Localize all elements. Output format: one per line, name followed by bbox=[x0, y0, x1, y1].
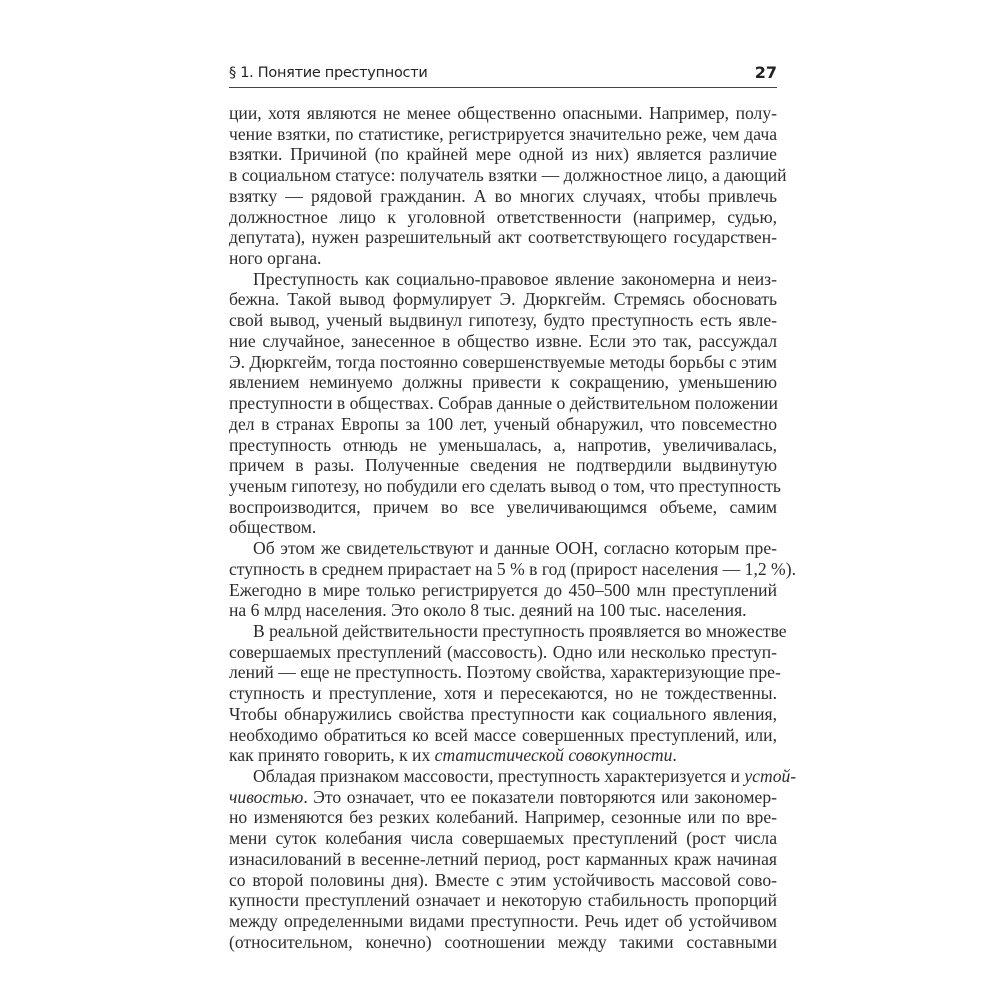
text-run: взятки. Причиной (по крайней мере одной из них) является различие bbox=[229, 144, 777, 165]
text-run: мени суток колебания числа совершаемых преступлений (рост числа bbox=[229, 828, 777, 849]
text-run: обществом. bbox=[229, 517, 317, 538]
text-run: взятку — рядовой гражданин. А во многих случаях, чтобы привлечь bbox=[229, 185, 777, 206]
text-line bbox=[229, 704, 777, 725]
text-run: купности преступлений означает и некоторую стабильность пропорций bbox=[229, 890, 777, 911]
text-run: Чтобы обнаружились свойства преступности как социального явления, bbox=[229, 703, 777, 724]
text-run: причем в разы. Полученные сведения не подтвердили выдвинутую bbox=[229, 455, 777, 476]
text-line bbox=[229, 662, 781, 683]
text-line bbox=[229, 849, 777, 870]
text-run: ции, хотя являются не менее общественно опасными. Например, полу- bbox=[229, 103, 777, 123]
text-run: изнасилований в весенне-летний период, рост карманных краж начиная bbox=[229, 848, 777, 869]
text-line bbox=[229, 745, 777, 766]
text-run: в социальном статусе: получатель взятки — должностное лицо, а дающий bbox=[229, 165, 787, 186]
text-run: ние случайное, занесенное в общество извне. Если это так, рассуждал bbox=[229, 330, 777, 351]
text-run: воспроизводится, причем во все увеличивающимся объеме, самим bbox=[229, 496, 777, 517]
text-line bbox=[229, 248, 777, 269]
italic-term: статистической совокупности bbox=[434, 745, 673, 766]
text-run: Э. Дюркгейм, тогда постоянно совершенствуемые методы борьбы с этим bbox=[229, 351, 777, 372]
text-line bbox=[229, 620, 787, 642]
italic-term: чивостью bbox=[229, 786, 304, 807]
text-line bbox=[229, 600, 777, 621]
text-line bbox=[229, 932, 777, 953]
italic-term: устой- bbox=[744, 766, 797, 786]
text-line bbox=[229, 870, 777, 891]
text-run: Преступность как социально-правовое явление закономерна и неиз- bbox=[253, 268, 777, 289]
text-run: между определенными видами преступности. Речь идет об устойчивом bbox=[229, 911, 777, 932]
text-line bbox=[229, 372, 777, 393]
text-line bbox=[229, 911, 777, 932]
text-line bbox=[229, 890, 777, 911]
text-run: депутата), нужен разрешительный акт соответствующего государствен- bbox=[229, 227, 777, 248]
text-line bbox=[229, 725, 777, 746]
text-line bbox=[229, 227, 777, 248]
text-line bbox=[229, 103, 777, 124]
text-run: лений — еще не преступность. Поэтому свойства, характеризующие пре- bbox=[229, 662, 781, 683]
section-title: § 1. Понятие преступности bbox=[229, 65, 428, 81]
text-run: Ежегодно в мире только регистрируется до 450–500 млн преступлений bbox=[229, 579, 777, 600]
text-run: преступность отнюдь не уменьшалась, а, напротив, увеличивалась, bbox=[229, 434, 777, 455]
text-line bbox=[229, 807, 777, 828]
text-run: явлением неминуемо должны привести к сокращению, уменьшению bbox=[229, 372, 777, 393]
text-run: необходимо обратиться ко всей массе совершенных преступлений, или, bbox=[229, 724, 777, 745]
text-run: преступности в обществах. Собрав данные о действительном положении bbox=[229, 393, 778, 414]
body-text bbox=[229, 103, 797, 952]
text-run: чение взятки, по статистике, регистрируется значительно реже, чем дача bbox=[229, 123, 777, 144]
text-line bbox=[229, 310, 777, 331]
text-run: ступность в среднем прирастает на 5 % в год (прирост населения — 1,2 %). bbox=[229, 558, 796, 579]
text-line bbox=[229, 124, 777, 145]
text-run: как принято говорить, к их bbox=[229, 745, 435, 766]
paragraph bbox=[229, 620, 787, 766]
paragraph bbox=[229, 766, 797, 952]
text-run: В реальной действительности преступность проявляется во множестве bbox=[253, 620, 787, 641]
text-line bbox=[229, 414, 777, 435]
text-run: ступность и преступление, хотя и пересекаются, но не тождественны. bbox=[229, 683, 777, 704]
text-line bbox=[229, 393, 777, 414]
text-line bbox=[229, 475, 781, 497]
paragraph bbox=[229, 268, 781, 538]
text-line bbox=[229, 558, 796, 580]
text-run: свой вывод, ученый выдвинул гипотезу, будто преступность есть явле- bbox=[229, 310, 777, 331]
text-line bbox=[229, 207, 777, 228]
text-line bbox=[229, 787, 777, 808]
text-line bbox=[229, 683, 777, 704]
text-run: бежна. Такой вывод формулирует Э. Дюркгейм. Стремясь обосновать bbox=[229, 289, 777, 310]
text-line bbox=[229, 144, 777, 165]
text-line bbox=[229, 828, 777, 849]
text-run: . Это означает, что ее показатели повторяются или закономер- bbox=[303, 786, 777, 807]
text-line bbox=[229, 289, 777, 310]
text-line bbox=[229, 538, 777, 559]
text-run: совершаемых преступлений (массовость). Одно или несколько преступ- bbox=[229, 641, 777, 662]
page-number: 27 bbox=[754, 63, 777, 82]
text-line bbox=[229, 186, 777, 207]
paragraph bbox=[229, 538, 796, 621]
text-run: дел в странах Европы за 100 лет, ученый обнаружил, что повсеместно bbox=[229, 413, 777, 434]
text-line bbox=[229, 766, 797, 787]
text-line bbox=[229, 517, 777, 538]
text-line bbox=[229, 269, 777, 290]
text-line bbox=[229, 455, 777, 476]
text-line bbox=[229, 352, 777, 373]
paragraph bbox=[229, 103, 787, 269]
text-run: ного органа. bbox=[229, 248, 322, 269]
text-run: Обладая признаком массовости, преступность характеризуется и bbox=[253, 766, 745, 786]
text-run: Об этом же свидетельствуют и данные ООН, согласно которым пре- bbox=[253, 538, 777, 559]
text-run: со второй половины дня). Вместе с этим устойчивость массовой сово- bbox=[229, 869, 777, 890]
text-line bbox=[229, 435, 777, 456]
text-run: но изменяются без резких колебаний. Например, сезонные или по вре- bbox=[229, 807, 777, 828]
text-run: . bbox=[672, 745, 677, 766]
text-line bbox=[229, 165, 787, 186]
text-run: должностное лицо к уголовной ответственности (например, судью, bbox=[229, 206, 777, 227]
running-header bbox=[229, 63, 777, 88]
text-line bbox=[229, 642, 777, 663]
text-run: на 6 млрд населения. Это около 8 тыс. деяний на 100 тыс. населения. bbox=[229, 600, 747, 621]
text-line bbox=[229, 497, 777, 518]
text-line bbox=[229, 331, 777, 352]
text-line bbox=[229, 580, 777, 601]
text-run: (относительном, конечно) соотношении между такими составными bbox=[229, 931, 777, 952]
text-run: ученым гипотезу, но побудили его сделать вывод о том, что преступность bbox=[229, 475, 781, 496]
